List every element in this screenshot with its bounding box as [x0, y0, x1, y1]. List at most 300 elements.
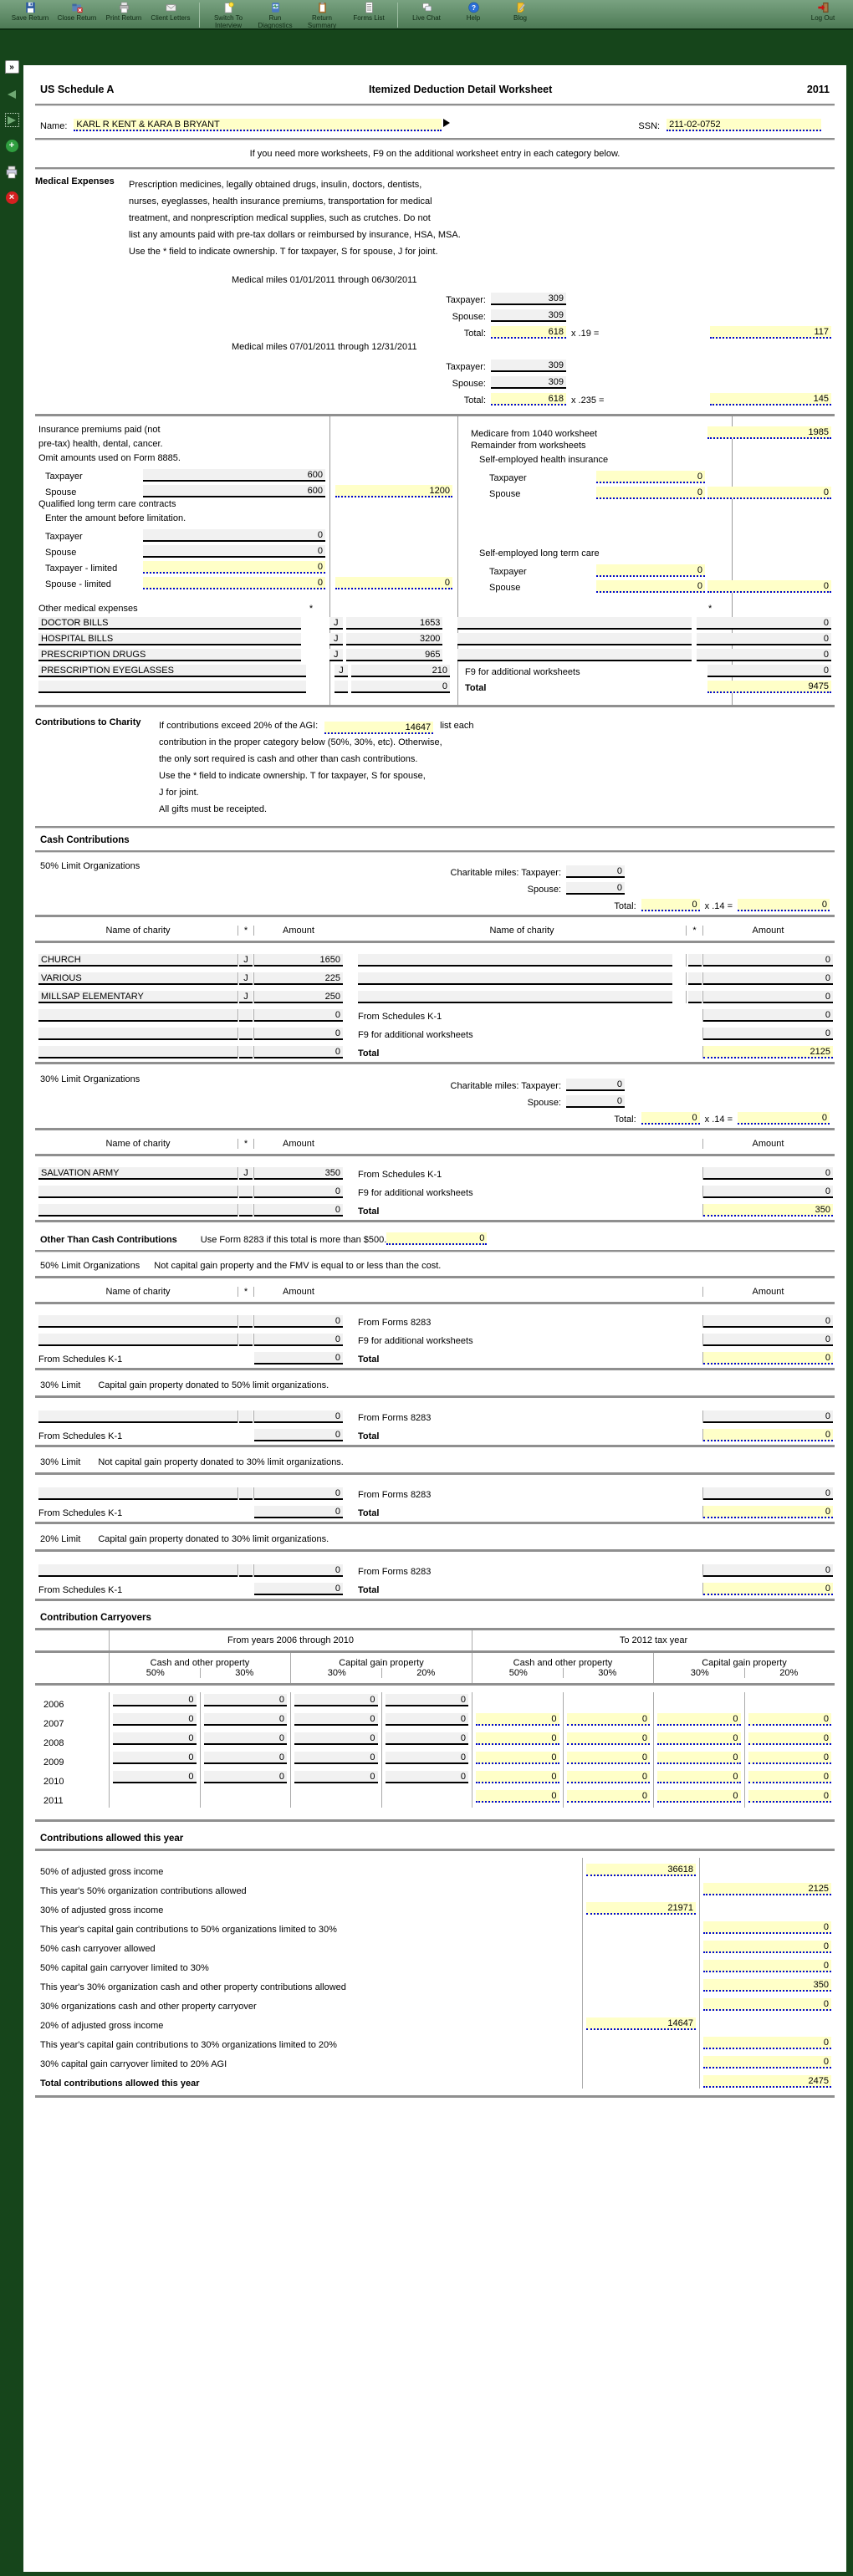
- medical-item-amt-field[interactable]: 965: [346, 649, 443, 661]
- co-from-field[interactable]: 0: [294, 1694, 378, 1706]
- miles2-result-field[interactable]: 145: [710, 393, 831, 406]
- charity-amt-field[interactable]: 225: [254, 972, 343, 985]
- co-to-field[interactable]: 0: [476, 1732, 559, 1745]
- col-amount: Amount: [283, 926, 314, 936]
- from-8283-label: From Forms 8283: [358, 1413, 432, 1423]
- logout-icon: [817, 2, 830, 13]
- sehi-spouse-field[interactable]: 0: [596, 487, 705, 499]
- char-miles-spouse-field[interactable]: 0: [566, 882, 625, 895]
- sehi-taxpayer-label: Taxpayer: [489, 473, 527, 483]
- col-amount-2: Amount: [702, 1139, 835, 1149]
- page-title: Itemized Deduction Detail Worksheet: [369, 84, 553, 95]
- k1-amt-field[interactable]: 0: [254, 1352, 343, 1365]
- close-return-icon: [71, 2, 84, 13]
- k1-amt-field[interactable]: 0: [703, 1009, 833, 1022]
- miles1-total-field[interactable]: 618: [491, 326, 566, 339]
- sehi-spouse-label: Spouse: [489, 489, 521, 499]
- oc50-total-field[interactable]: 0: [703, 1352, 833, 1365]
- charity-name2-field[interactable]: [358, 954, 672, 967]
- medical-item-name-field[interactable]: DOCTOR BILLS: [38, 617, 301, 630]
- from-k1-label: From Schedules K-1: [38, 1354, 123, 1365]
- client-letters-icon: [165, 2, 177, 13]
- medical-item-amt-field[interactable]: 3200: [346, 633, 443, 645]
- medical-item-name-field[interactable]: PRESCRIPTION DRUGS: [38, 649, 301, 661]
- char30-miles-total-field[interactable]: 0: [641, 1112, 700, 1125]
- from-8283-amt-field[interactable]: 0: [703, 1410, 833, 1423]
- thirty-limit-title: 30% Limit Organizations: [40, 1074, 140, 1084]
- charity-amt-field[interactable]: 0: [254, 1028, 343, 1040]
- carryover-to-group: To 2012 tax year: [472, 1630, 835, 1650]
- fifty-limit-table: [35, 915, 835, 1064]
- back-arrow-icon[interactable]: [5, 87, 19, 101]
- k1-amt-field[interactable]: 0: [703, 1167, 833, 1180]
- charity-name-field[interactable]: [38, 1315, 238, 1328]
- log-out-button[interactable]: [799, 2, 846, 22]
- medical-item2-amt-field[interactable]: 0: [710, 649, 831, 661]
- co-from-field[interactable]: 0: [113, 1713, 197, 1726]
- charity-name-field[interactable]: [38, 1487, 238, 1500]
- total-label: Total: [358, 1508, 380, 1518]
- charity-name2-field[interactable]: [358, 972, 672, 985]
- sehi-taxpayer-field[interactable]: 0: [596, 471, 705, 483]
- pct-header: 50%: [508, 1668, 528, 1678]
- co-from-field[interactable]: 0: [294, 1771, 378, 1783]
- thirty-total-field[interactable]: 350: [703, 1204, 833, 1217]
- seltc-taxpayer-label: Taxpayer: [489, 567, 527, 577]
- print-return-button[interactable]: [100, 2, 147, 22]
- seltc-spouse-field[interactable]: 0: [596, 580, 705, 593]
- charity-own2-field[interactable]: [688, 972, 702, 985]
- co-to-field[interactable]: 0: [567, 1732, 651, 1745]
- run-diagnostics-label: Run Diagnostics: [258, 14, 293, 30]
- total-label: Total: [358, 1354, 380, 1365]
- co-to-field[interactable]: 0: [748, 1790, 832, 1803]
- charity-name-field[interactable]: [38, 1186, 238, 1198]
- charity-amt-field[interactable]: 250: [254, 991, 343, 1003]
- blog-button[interactable]: [497, 2, 544, 22]
- co-to-field[interactable]: 0: [748, 1771, 832, 1783]
- oc20-title1: 20% Limit: [40, 1534, 81, 1544]
- client-letters-label: Client Letters: [151, 14, 191, 22]
- charity-own-field[interactable]: [239, 1204, 253, 1217]
- charity-amt2-field[interactable]: 0: [703, 954, 833, 967]
- miles1-spouse-field[interactable]: 309: [491, 309, 566, 322]
- char30-miles-taxpayer-label: Charitable miles: Taxpayer:: [450, 1081, 561, 1091]
- col-name-of-charity: Name of charity: [105, 1139, 171, 1149]
- forms-list-label: Forms List: [353, 14, 385, 22]
- allowed-label: 50% of adjusted gross income: [40, 1867, 164, 1877]
- ins-spouse-label: Spouse: [45, 487, 77, 497]
- allowed-label: This year's capital gain contributions to 50% organizations limited to 30%: [40, 1925, 337, 1935]
- medical-item-amt-field[interactable]: 210: [351, 665, 450, 677]
- print-page-icon[interactable]: [5, 165, 19, 179]
- co-from-field[interactable]: 0: [204, 1752, 288, 1764]
- other-medical-label: Other medical expenses: [38, 604, 138, 614]
- oc20-total-field[interactable]: 0: [703, 1583, 833, 1595]
- medical-item-name-field[interactable]: PRESCRIPTION EYEGLASSES: [38, 665, 306, 677]
- qltc-spouse-field[interactable]: 0: [143, 545, 325, 558]
- medical-item-amt-field[interactable]: 1653: [346, 617, 443, 630]
- char-miles-result-field[interactable]: 0: [738, 899, 830, 911]
- qltc-taxpayer-field[interactable]: 0: [143, 529, 325, 542]
- total-label: Total: [358, 1206, 380, 1217]
- char-miles-total-field[interactable]: 0: [641, 899, 700, 911]
- live-chat-button[interactable]: [403, 2, 450, 22]
- charity-own-field[interactable]: [239, 1009, 253, 1022]
- co-from-field[interactable]: 0: [204, 1713, 288, 1726]
- k1-amt-field[interactable]: 0: [254, 1583, 343, 1595]
- forms-list-button[interactable]: [345, 2, 392, 22]
- worksheet-note: If you need more worksheets, F9 on the additional worksheet entry in each category below.: [249, 149, 621, 159]
- charity-name-field[interactable]: [38, 1410, 238, 1423]
- qltc-subtotal-field[interactable]: 0: [335, 577, 452, 589]
- qltc-line2: Enter the amount before limitation.: [45, 513, 186, 523]
- miles2-total-field[interactable]: 618: [491, 393, 566, 406]
- co-to-field[interactable]: 0: [567, 1713, 651, 1726]
- charity-name-field[interactable]: [38, 1204, 238, 1217]
- allowed-right-field[interactable]: 350: [703, 1979, 831, 1992]
- miles2-total-label: Total:: [463, 395, 486, 406]
- co-from-field[interactable]: 0: [294, 1752, 378, 1764]
- delete-form-icon[interactable]: ×: [5, 191, 19, 205]
- co-to-field[interactable]: 0: [657, 1752, 741, 1764]
- char30-miles-rate: x .14 =: [704, 1115, 733, 1125]
- blog-label: Blog: [513, 14, 527, 22]
- medical-item2-amt-field[interactable]: 0: [710, 617, 831, 630]
- charity-own-field[interactable]: [239, 1410, 253, 1423]
- medical-desc-line: Prescription medicines, legally obtained drugs, insulin, doctors, dentists,: [129, 180, 422, 190]
- medical-f9-amt-field[interactable]: 0: [707, 665, 831, 677]
- ssn-field[interactable]: 211-02-0752: [667, 119, 821, 131]
- co-to-field[interactable]: 0: [657, 1771, 741, 1783]
- seltc-taxpayer-field[interactable]: 0: [596, 564, 705, 577]
- charity-own-field[interactable]: J: [239, 991, 253, 1003]
- form-name: US Schedule A: [40, 84, 115, 95]
- co-from-field[interactable]: 0: [386, 1694, 469, 1706]
- char30-miles-spouse-field[interactable]: 0: [566, 1095, 625, 1108]
- co-to-field[interactable]: 0: [748, 1732, 832, 1745]
- co-to-field[interactable]: 0: [657, 1713, 741, 1726]
- co-to-field[interactable]: 0: [748, 1713, 832, 1726]
- medical-item2-name-field[interactable]: [457, 649, 692, 661]
- total-label: Total: [358, 1048, 380, 1058]
- allowed-right-field[interactable]: 0: [703, 2037, 831, 2049]
- fifty-limit-title: 50% Limit Organizations: [40, 861, 140, 871]
- co-to-field[interactable]: 0: [476, 1713, 559, 1726]
- seltc-subtotal-field[interactable]: 0: [707, 580, 831, 593]
- charity-name-field[interactable]: [38, 1009, 238, 1022]
- allowed-mid-field[interactable]: 14647: [586, 2017, 696, 2030]
- add-form-icon[interactable]: +: [5, 139, 19, 153]
- allowed-right-field[interactable]: 0: [703, 1921, 831, 1934]
- charity-desc-line: contribution in the proper category below (50%, 30%, etc). Otherwise,: [159, 737, 442, 747]
- carryovers-heading: Contribution Carryovers: [40, 1613, 151, 1623]
- medical-item-name-field[interactable]: HOSPITAL BILLS: [38, 633, 301, 645]
- char-miles-taxpayer-label: Charitable miles: Taxpayer:: [450, 868, 561, 878]
- charity-own-field[interactable]: J: [239, 954, 253, 967]
- toolbar-separator: [397, 3, 398, 28]
- save-return-button[interactable]: [7, 2, 54, 22]
- ins-desc-line: pre-tax) health, dental, cancer.: [38, 439, 163, 449]
- close-return-button[interactable]: [54, 2, 100, 22]
- seltc-spouse-label: Spouse: [489, 583, 521, 593]
- name-label: Name:: [40, 121, 68, 131]
- charity-own2-field[interactable]: [688, 991, 702, 1003]
- qltc-spouse-ltd-field[interactable]: 0: [143, 577, 325, 589]
- client-letters-button[interactable]: [147, 2, 194, 22]
- co-to-field[interactable]: 0: [657, 1732, 741, 1745]
- medical-item-own-field[interactable]: J: [329, 617, 343, 630]
- medicare-field[interactable]: 1985: [707, 426, 831, 439]
- charity-name-field[interactable]: [38, 1046, 238, 1058]
- charity-name-field[interactable]: VARIOUS: [38, 972, 238, 985]
- co-from-field[interactable]: 0: [294, 1713, 378, 1726]
- allowed-right-field[interactable]: 0: [703, 2056, 831, 2068]
- fifty-total-field[interactable]: 2125: [703, 1046, 833, 1058]
- medical-total-field[interactable]: 9475: [707, 681, 831, 693]
- char-miles-taxpayer-field[interactable]: 0: [566, 865, 625, 878]
- medical-item2-own-field[interactable]: [697, 633, 710, 645]
- charity-name-field[interactable]: SALVATION ARMY: [38, 1167, 238, 1180]
- pct-header: 30%: [690, 1668, 709, 1678]
- medical-total-label: Total: [465, 683, 487, 693]
- allowed-total-field[interactable]: 2475: [703, 2075, 831, 2088]
- charity-amt-field[interactable]: 1650: [254, 954, 343, 967]
- qltc-taxpayer-label: Taxpayer: [45, 532, 83, 542]
- divider: [35, 850, 835, 853]
- col-name-of-charity-2: Name of charity: [489, 926, 554, 936]
- form8283-note: Use Form 8283 if this total is more than $500.: [200, 1235, 387, 1245]
- f9-worksheets-label: F9 for additional worksheets: [358, 1336, 473, 1346]
- f9-amt-field[interactable]: 0: [703, 1334, 833, 1346]
- co-from-field[interactable]: 0: [204, 1694, 288, 1706]
- from-8283-amt-field[interactable]: 0: [703, 1564, 833, 1577]
- medical-item2-amt-field[interactable]: 0: [710, 633, 831, 645]
- co-from-field[interactable]: 0: [113, 1752, 197, 1764]
- co-from-field[interactable]: 0: [386, 1713, 469, 1726]
- allowed-right-field[interactable]: 0: [703, 1998, 831, 2011]
- co-to-field[interactable]: 0: [657, 1790, 741, 1803]
- allowed-right-field[interactable]: 0: [703, 1941, 831, 1953]
- medicare-label: Medicare from 1040 worksheet: [471, 429, 598, 439]
- charity-amt-field[interactable]: 350: [254, 1167, 343, 1180]
- medical-item-own-field[interactable]: J: [329, 649, 343, 661]
- allowed-mid-field[interactable]: 36618: [586, 1864, 696, 1876]
- medical-item-own-field[interactable]: J: [329, 633, 343, 645]
- carryover-year: 2007: [43, 1719, 64, 1729]
- allowed-right-field[interactable]: 0: [703, 1960, 831, 1972]
- charity-own-field[interactable]: [239, 1487, 253, 1500]
- allowed-label: 30% capital gain carryover limited to 20% AGI: [40, 2059, 227, 2069]
- co-from-field[interactable]: 0: [113, 1732, 197, 1745]
- miles2-spouse-label: Spouse:: [452, 379, 486, 389]
- qltc-taxpayer-ltd-label: Taxpayer - limited: [45, 564, 118, 574]
- charity-own-field[interactable]: J: [239, 972, 253, 985]
- ins-taxpayer-field[interactable]: 600: [143, 469, 325, 482]
- medical-item-amt-field[interactable]: 0: [351, 681, 450, 693]
- co-to-field[interactable]: 0: [567, 1752, 651, 1764]
- pct-header: 50%: [146, 1668, 165, 1678]
- charity-own-field[interactable]: J: [239, 1167, 253, 1180]
- co-from-field[interactable]: 0: [204, 1771, 288, 1783]
- co-to-field[interactable]: 0: [476, 1771, 559, 1783]
- medical-item2-own-field[interactable]: [697, 617, 710, 630]
- pct-header: 30%: [200, 1668, 289, 1678]
- charity-name2-field[interactable]: [358, 991, 672, 1003]
- co-to-field[interactable]: 0: [748, 1752, 832, 1764]
- charity-amt2-field[interactable]: 0: [703, 991, 833, 1003]
- help-icon: [467, 2, 480, 13]
- charity-amt-field[interactable]: 0: [254, 1315, 343, 1328]
- f9-worksheets-label: F9 for additional worksheets: [358, 1030, 473, 1040]
- f9-amt-field[interactable]: 0: [703, 1028, 833, 1040]
- charity-amt-field[interactable]: 0: [254, 1186, 343, 1198]
- charity-name-field[interactable]: MILLSAP ELEMENTARY: [38, 991, 238, 1003]
- medical-item2-own-field[interactable]: [697, 649, 710, 661]
- charity-own2-field[interactable]: [688, 954, 702, 967]
- charity-amt-field[interactable]: 0: [254, 1334, 343, 1346]
- help-label: Help: [466, 14, 481, 22]
- ownership-star-header: *: [309, 604, 314, 614]
- divider: [35, 167, 835, 170]
- switch-to-interview-button[interactable]: [205, 2, 252, 29]
- charity-desc-line: All gifts must be receipted.: [159, 804, 268, 814]
- charity-name-field[interactable]: [38, 1334, 238, 1346]
- f9-amt-field[interactable]: 0: [703, 1186, 833, 1198]
- ins-desc-line: Insurance premiums paid (not: [38, 425, 161, 435]
- allowed-label: 30% organizations cash and other property carryover: [40, 2002, 257, 2012]
- co-from-field[interactable]: 0: [113, 1694, 197, 1706]
- co-from-field[interactable]: 0: [294, 1732, 378, 1745]
- co-to-field[interactable]: 0: [476, 1790, 559, 1803]
- oc50-title2: Not capital gain property and the FMV is equal to or less than the cost.: [154, 1261, 442, 1271]
- miles1-taxpayer-field[interactable]: 309: [491, 293, 566, 305]
- ins-spouse-field[interactable]: 600: [143, 485, 325, 497]
- forward-arrow-icon[interactable]: [5, 113, 19, 127]
- charity-own-field[interactable]: [239, 1315, 253, 1328]
- allowed-mid-field[interactable]: 21971: [586, 1902, 696, 1915]
- co-to-field[interactable]: 0: [567, 1790, 651, 1803]
- sehi-label: Self-employed health insurance: [479, 455, 609, 465]
- medical-miles2-title: Medical miles 07/01/2011 through 12/31/2011: [232, 342, 417, 352]
- oc50-title1: 50% Limit Organizations: [40, 1261, 140, 1271]
- co-to-field[interactable]: 0: [476, 1752, 559, 1764]
- from-8283-amt-field[interactable]: 0: [703, 1315, 833, 1328]
- from-8283-label: From Forms 8283: [358, 1318, 432, 1328]
- miles1-result-field[interactable]: 117: [710, 326, 831, 339]
- pct-header: 30%: [563, 1668, 652, 1678]
- from-8283-amt-field[interactable]: 0: [703, 1487, 833, 1500]
- co-from-field[interactable]: 0: [386, 1752, 469, 1764]
- charity-amt-field[interactable]: 0: [254, 1564, 343, 1577]
- charity-own-field[interactable]: [239, 1334, 253, 1346]
- return-summary-button[interactable]: [299, 2, 345, 29]
- charity-amt-field[interactable]: 0: [254, 1410, 343, 1423]
- charity-amt-field[interactable]: 0: [254, 1204, 343, 1217]
- print-return-label: Print Return: [105, 14, 142, 22]
- allowed-right-field[interactable]: 2125: [703, 1883, 831, 1895]
- miles1-total-label: Total:: [463, 329, 486, 339]
- charity-desc-line: Use the * field to indicate ownership. T for taxpayer, S for spouse,: [159, 771, 426, 781]
- qltc-taxpayer-ltd-field[interactable]: 0: [143, 561, 325, 574]
- name-field[interactable]: KARL R KENT & KARA B BRYANT: [74, 119, 442, 131]
- medical-miles1-title: Medical miles 01/01/2011 through 06/30/2011: [232, 275, 417, 285]
- co-from-field[interactable]: 0: [113, 1771, 197, 1783]
- charity-name-field[interactable]: CHURCH: [38, 954, 238, 967]
- help-button[interactable]: [450, 2, 497, 22]
- char30-miles-taxpayer-field[interactable]: 0: [566, 1079, 625, 1091]
- charity-name-field[interactable]: [38, 1564, 238, 1577]
- live-chat-icon: [421, 2, 433, 13]
- charity-own-field[interactable]: [239, 1186, 253, 1198]
- collapse-panel-icon[interactable]: »: [5, 60, 19, 74]
- jump-link-icon[interactable]: [443, 119, 450, 127]
- char30-miles-spouse-label: Spouse:: [527, 1098, 561, 1108]
- ownership-star-header-right: *: [708, 604, 713, 614]
- charity-own-field[interactable]: [239, 1564, 253, 1577]
- charity-amt-field[interactable]: 0: [254, 1046, 343, 1058]
- from-8283-label: From Forms 8283: [358, 1567, 432, 1577]
- oc30b-total-field[interactable]: 0: [703, 1506, 833, 1518]
- co-from-field[interactable]: 0: [386, 1732, 469, 1745]
- charity-amt-field[interactable]: 0: [254, 1009, 343, 1022]
- charity-amt2-field[interactable]: 0: [703, 972, 833, 985]
- charity-desc-1a: If contributions exceed 20% of the AGI:: [159, 721, 319, 731]
- form8283-amount-field[interactable]: 0: [386, 1232, 487, 1245]
- left-sidebar: [0, 32, 23, 2576]
- medical-item-name-field[interactable]: [38, 681, 306, 693]
- k1-amt-field[interactable]: 0: [254, 1429, 343, 1441]
- total-label: Total: [358, 1431, 380, 1441]
- co-from-field[interactable]: 0: [204, 1732, 288, 1745]
- oc30b-table: [35, 1472, 835, 1524]
- oc50-table: [35, 1276, 835, 1370]
- co-from-field[interactable]: 0: [386, 1771, 469, 1783]
- co-to-field[interactable]: 0: [567, 1771, 651, 1783]
- medical-item2-name-field[interactable]: [457, 617, 692, 630]
- save-icon: [24, 2, 37, 13]
- oc30a-total-field[interactable]: 0: [703, 1429, 833, 1441]
- remainder-label: Remainder from worksheets: [471, 441, 586, 451]
- charity-own-field[interactable]: [239, 1028, 253, 1040]
- miles2-spouse-field[interactable]: 309: [491, 376, 566, 389]
- charity-amt-field[interactable]: 0: [254, 1487, 343, 1500]
- agi-20pct-field[interactable]: 14647: [324, 722, 433, 734]
- allowed-label: 30% of adjusted gross income: [40, 1905, 164, 1915]
- interview-icon: [222, 2, 235, 13]
- allowed-label: This year's 50% organization contributions allowed: [40, 1886, 247, 1896]
- medical-item-own-field[interactable]: J: [335, 665, 348, 677]
- seltc-label: Self-employed long term care: [479, 548, 600, 559]
- char30-miles-result-field[interactable]: 0: [738, 1112, 830, 1125]
- medical-desc-line: Use the * field to indicate ownership. T for taxpayer, S for spouse, J for joint.: [129, 247, 438, 257]
- sehi-subtotal-field[interactable]: 0: [707, 487, 831, 499]
- col-amount: Amount: [283, 1287, 314, 1297]
- qltc-line1: Qualified long term care contracts: [38, 499, 176, 509]
- medical-item2-name-field[interactable]: [457, 633, 692, 645]
- miles1-rate: x .19 =: [571, 329, 600, 339]
- charity-name-field[interactable]: [38, 1028, 238, 1040]
- ins-premium-subtotal-field[interactable]: 1200: [335, 485, 452, 497]
- col-ownership-star: *: [238, 926, 254, 936]
- run-diagnostics-button[interactable]: [252, 2, 299, 29]
- k1-amt-field[interactable]: 0: [254, 1506, 343, 1518]
- from-k1-label: From Schedules K-1: [358, 1012, 442, 1022]
- medical-item-own-field[interactable]: [335, 681, 348, 693]
- charity-own-field[interactable]: [239, 1046, 253, 1058]
- charity-desc-line: J for joint.: [159, 788, 199, 798]
- miles2-taxpayer-field[interactable]: 309: [491, 360, 566, 372]
